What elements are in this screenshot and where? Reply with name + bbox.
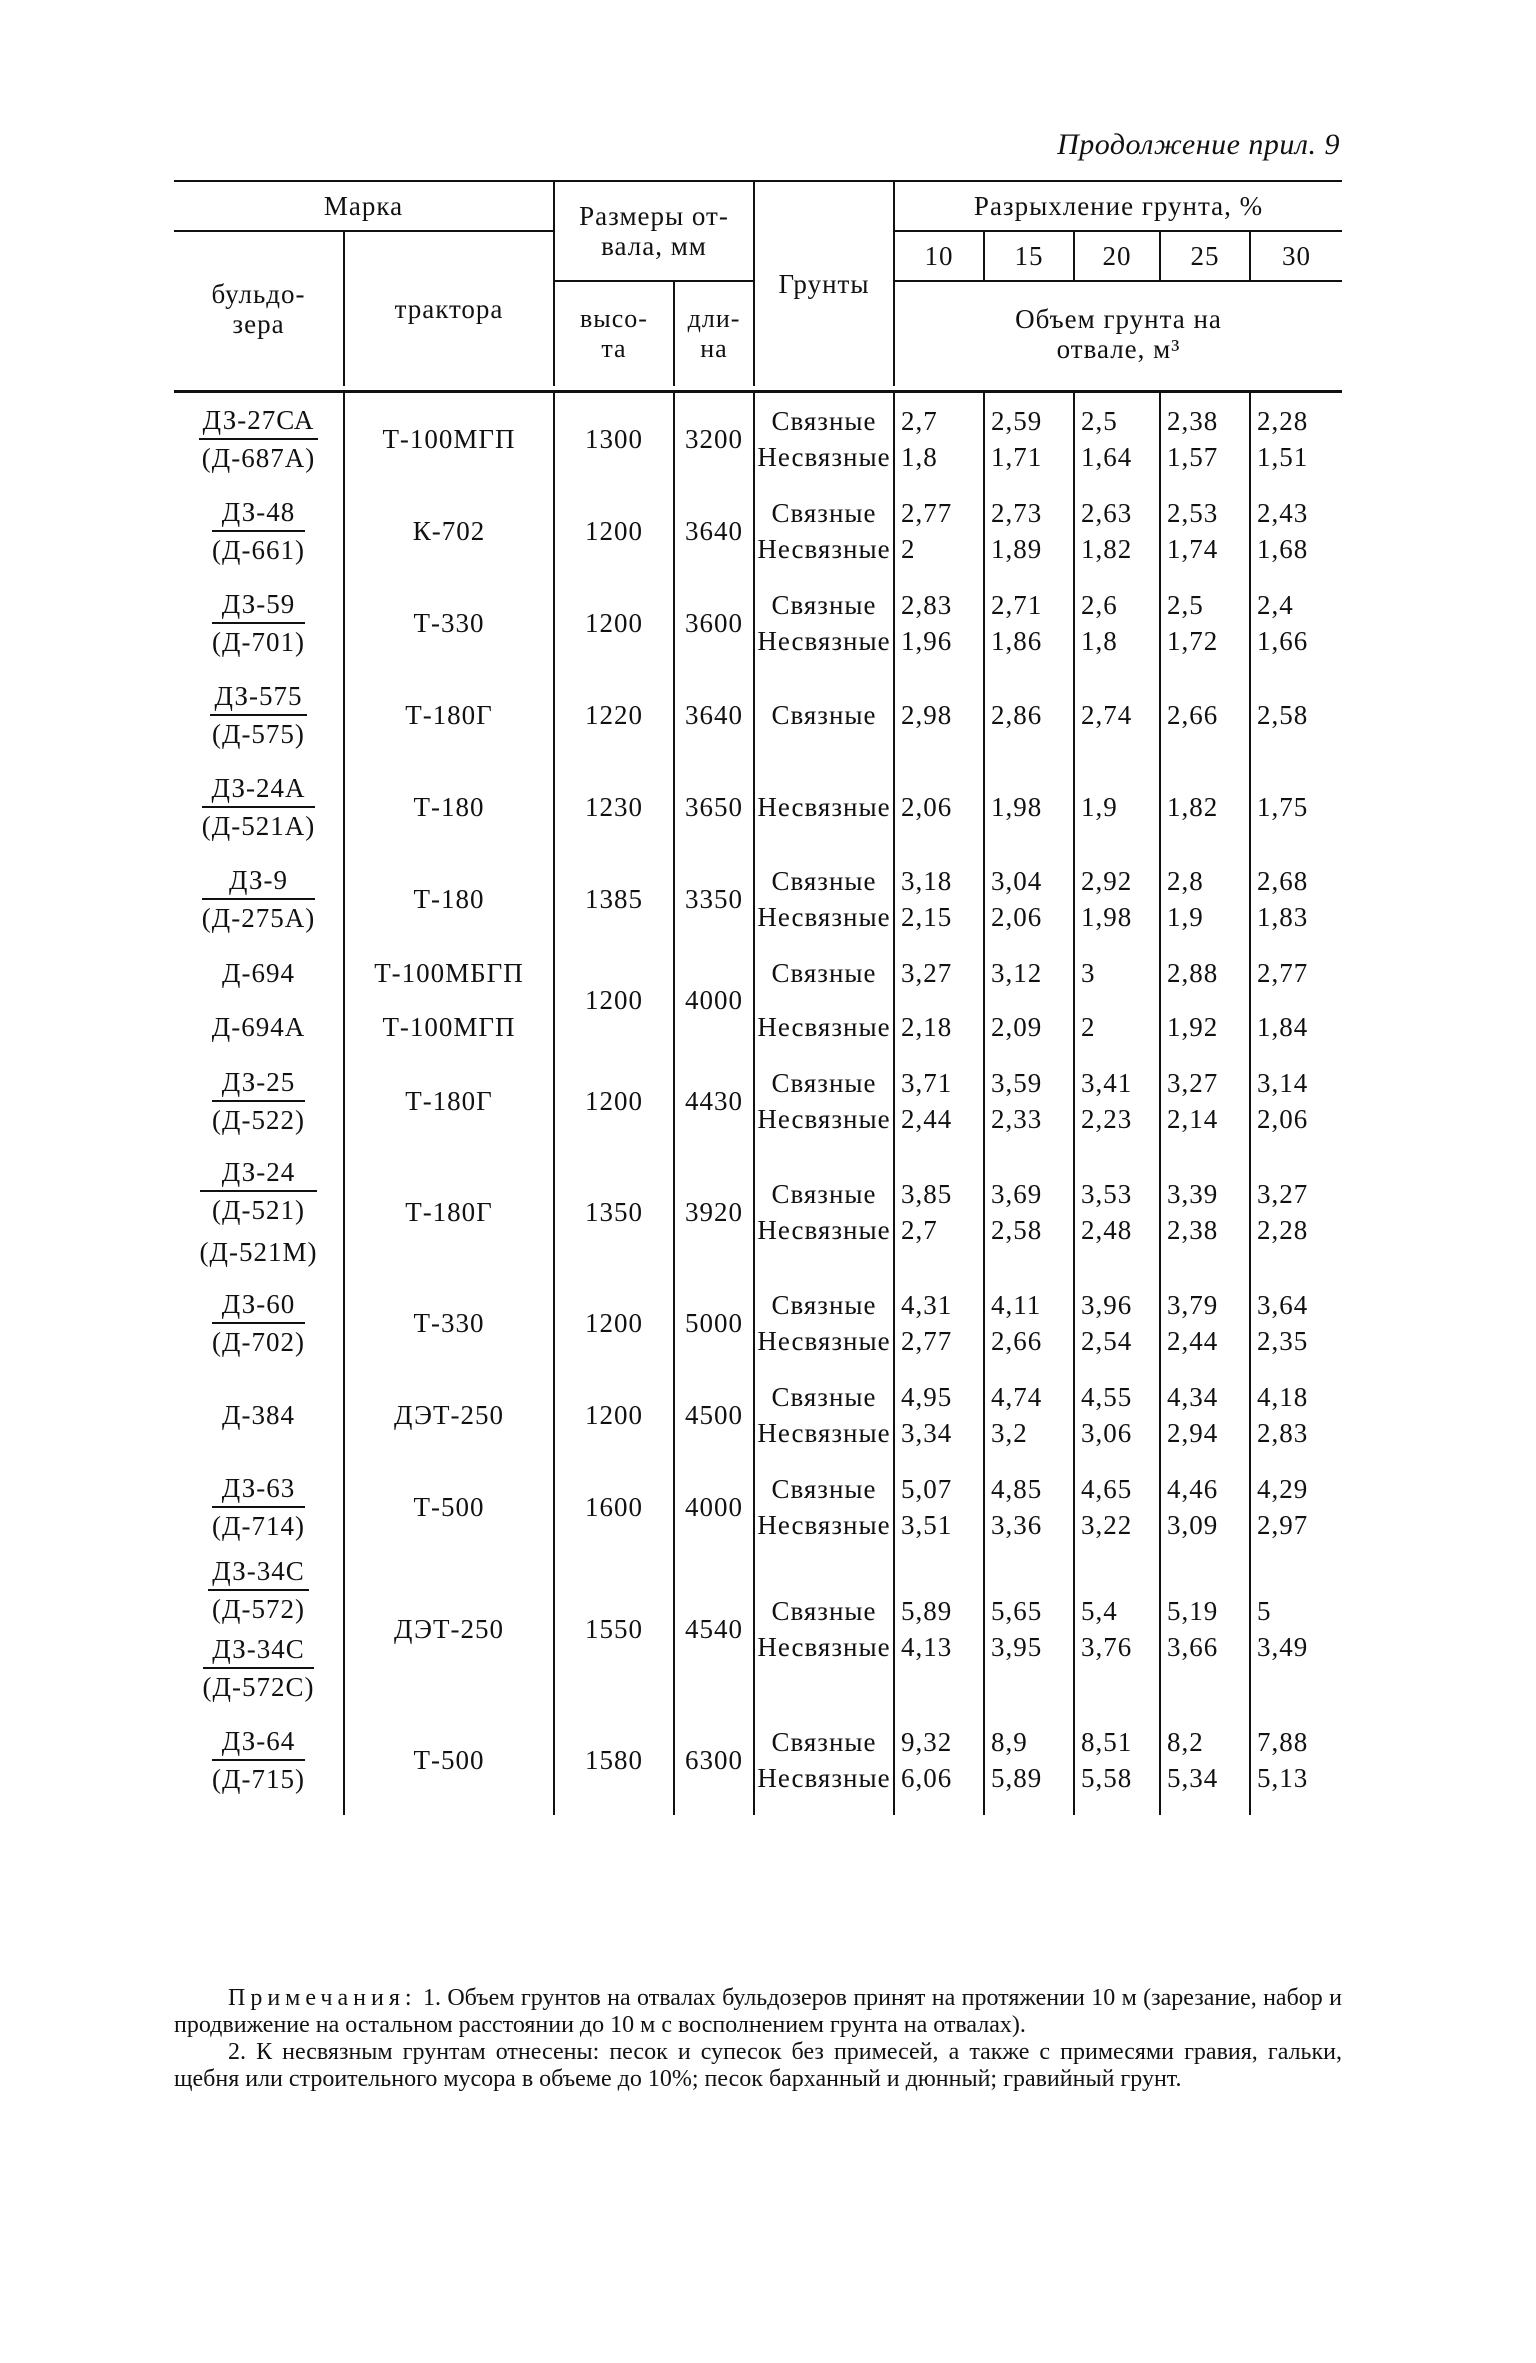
bulldozer-model: ДЗ-34С (203, 1631, 315, 1669)
bulldozer-old-model: (Д-572) (212, 1594, 305, 1624)
bulldozer-old-model: (Д-522) (212, 1105, 305, 1135)
bulldozer-table (174, 180, 1342, 1815)
blade-height: 1200 (554, 1277, 674, 1369)
blade-length: 4540 (674, 1553, 754, 1705)
soil-noncohesive: Несвязные (757, 1104, 891, 1134)
blade-length: 3640 (674, 669, 754, 761)
value: 3,76 (1081, 1632, 1133, 1662)
blade-length: 3350 (674, 853, 754, 945)
tractor: Т-100МБГП (374, 958, 524, 988)
value: 1,71 (991, 442, 1043, 472)
value: 1,82 (1160, 761, 1250, 853)
value: 3,51 (901, 1510, 953, 1540)
bulldozer-old-model: (Д-275А) (201, 903, 316, 933)
value: 2,68 (1257, 866, 1309, 896)
value: 3,2 (991, 1418, 1028, 1448)
value: 3,12 (991, 958, 1043, 988)
bulldozer-old-model: (Д-687А) (201, 443, 316, 473)
value: 2,88 (1167, 958, 1219, 988)
value: 1,83 (1257, 902, 1309, 932)
value: 2,74 (1074, 669, 1160, 761)
table-row (174, 1461, 1342, 1553)
value: 2,18 (901, 1012, 953, 1042)
value: 2,92 (1081, 866, 1133, 896)
tractor: ДЭТ-250 (344, 1369, 554, 1461)
value: 3,41 (1081, 1068, 1133, 1098)
bulldozer-old-model: (Д-521А) (201, 811, 316, 841)
tractor: Т-180 (344, 761, 554, 853)
loosening-30: 30 (1250, 231, 1342, 281)
value: 2,44 (1167, 1326, 1219, 1356)
value: 3,06 (1081, 1418, 1133, 1448)
value: 1,66 (1257, 626, 1309, 656)
value: 5,34 (1167, 1763, 1219, 1793)
value: 5,89 (991, 1763, 1043, 1793)
value: 2,58 (991, 1215, 1043, 1245)
value: 4,46 (1167, 1474, 1219, 1504)
value: 5,89 (901, 1596, 953, 1626)
value: 1,8 (901, 442, 938, 472)
soil-type: Связные (754, 669, 894, 761)
value: 3,27 (1167, 1068, 1219, 1098)
value: 8,51 (1081, 1727, 1133, 1757)
value: 2,06 (1257, 1104, 1309, 1134)
value: 2,7 (901, 406, 938, 436)
tractor: Т-180Г (344, 1147, 554, 1277)
value: 3,85 (901, 1179, 953, 1209)
soil-cohesive: Связные (771, 498, 877, 528)
value: 2,86 (984, 669, 1074, 761)
value: 2,09 (991, 1012, 1043, 1042)
value: 5,65 (991, 1596, 1043, 1626)
soil-noncohesive: Несвязные (757, 902, 891, 932)
volume-header: Объем грунта на отвале, м³ (1015, 304, 1222, 364)
value: 8,9 (991, 1727, 1028, 1757)
table-row (174, 1705, 1342, 1815)
tractor: Т-330 (344, 1277, 554, 1369)
value: 2,28 (1257, 406, 1309, 436)
soil-noncohesive: Несвязные (757, 626, 891, 656)
bulldozer-model: ДЗ-63 (212, 1470, 305, 1508)
value: 2,77 (901, 498, 953, 528)
value: 4,13 (901, 1632, 953, 1662)
value: 4,95 (901, 1382, 953, 1412)
soil-noncohesive: Несвязные (757, 1510, 891, 1540)
value: 3,27 (1257, 1179, 1309, 1209)
value: 2,33 (991, 1104, 1043, 1134)
soil-cohesive: Связные (771, 1382, 877, 1412)
bulldozer-model: ДЗ-64 (212, 1723, 305, 1761)
bulldozer-old-model: (Д-575) (212, 719, 305, 749)
value: 2,66 (991, 1326, 1043, 1356)
soil-noncohesive: Несвязные (757, 1418, 891, 1448)
value: 3,95 (991, 1632, 1043, 1662)
value: 4,18 (1257, 1382, 1309, 1412)
blade-height: 1300 (554, 392, 674, 486)
height-header: высо- та (554, 281, 674, 386)
bulldozer-old-model: (Д-714) (212, 1511, 305, 1541)
value: 2,5 (1081, 406, 1118, 436)
tractor: Т-500 (344, 1461, 554, 1553)
tractor-header: трактора (344, 231, 554, 386)
table-row (174, 853, 1342, 945)
value: 3,22 (1081, 1510, 1133, 1540)
length-header: дли- на (674, 281, 754, 386)
tractor: Т-330 (344, 577, 554, 669)
notes-section (174, 1985, 1342, 2093)
table-row (174, 392, 1342, 486)
blade-length: 3650 (674, 761, 754, 853)
blade-length: 5000 (674, 1277, 754, 1369)
soil-noncohesive: Несвязные (757, 1012, 891, 1042)
table-row (174, 1369, 1342, 1461)
value: 4,31 (901, 1290, 953, 1320)
blade-length: 3920 (674, 1147, 754, 1277)
blade-length: 4000 (674, 945, 754, 1055)
value: 2,83 (1257, 1418, 1309, 1448)
bulldozer-model: ДЗ-24А (202, 770, 315, 808)
blade-height: 1385 (554, 853, 674, 945)
table-row (174, 485, 1342, 577)
value: 3,79 (1167, 1290, 1219, 1320)
value: 2,94 (1167, 1418, 1219, 1448)
value: 3,53 (1081, 1179, 1133, 1209)
bulldozer-alt-model: (Д-521М) (199, 1237, 318, 1267)
bulldozer-model: ДЗ-48 (212, 494, 305, 532)
bulldozer-model: Д-694А (211, 1012, 306, 1042)
value: 1,92 (1167, 1012, 1219, 1042)
loosening-header: Разрыхление грунта, % (894, 181, 1342, 231)
value: 3,18 (901, 866, 953, 896)
table-row (174, 945, 1342, 1055)
value: 2,97 (1257, 1510, 1309, 1540)
value: 1,84 (1257, 1012, 1309, 1042)
bulldozer-old-model: (Д-572С) (202, 1672, 315, 1702)
bulldozer-model: Д-694 (222, 958, 295, 988)
value: 4,34 (1167, 1382, 1219, 1412)
blade-height: 1350 (554, 1147, 674, 1277)
blade-length: 4000 (674, 1461, 754, 1553)
bulldozer-model: ДЗ-9 (202, 862, 315, 900)
soil-noncohesive: Несвязные (757, 442, 891, 472)
tractor: К-702 (344, 485, 554, 577)
value: 2,53 (1167, 498, 1219, 528)
soil-cohesive: Связные (771, 1727, 877, 1757)
table-row (174, 761, 1342, 853)
value: 2,44 (901, 1104, 953, 1134)
blade-length: 4500 (674, 1369, 754, 1461)
value: 6,06 (901, 1763, 953, 1793)
value: 2,28 (1257, 1215, 1309, 1245)
value: 3,04 (991, 866, 1043, 896)
value: 1,86 (991, 626, 1043, 656)
blade-length: 6300 (674, 1705, 754, 1815)
value: 1,89 (991, 534, 1043, 564)
blade-height: 1200 (554, 1369, 674, 1461)
loosening-15: 15 (984, 231, 1074, 281)
value: 1,82 (1081, 534, 1133, 564)
table-row (174, 1553, 1342, 1705)
tractor: Т-100МГП (344, 392, 554, 486)
bulldozer-model: ДЗ-24 (200, 1154, 318, 1192)
table-row (174, 1277, 1342, 1369)
page-header: Продолжение прил. 9 (1057, 128, 1340, 161)
tractor: ДЭТ-250 (344, 1553, 554, 1705)
soil-cohesive: Связные (771, 590, 877, 620)
soil-cohesive: Связные (771, 958, 877, 988)
value: 3,49 (1257, 1632, 1309, 1662)
value: 2,8 (1167, 866, 1204, 896)
value: 4,11 (991, 1290, 1042, 1320)
value: 3,69 (991, 1179, 1043, 1209)
blade-height: 1550 (554, 1553, 674, 1705)
blade-height: 1580 (554, 1705, 674, 1815)
value: 2,23 (1081, 1104, 1133, 1134)
value: 2,43 (1257, 498, 1309, 528)
bulldozer-old-model: (Д-702) (212, 1327, 305, 1357)
value: 4,65 (1081, 1474, 1133, 1504)
value: 3,27 (901, 958, 953, 988)
value: 2,38 (1167, 1215, 1219, 1245)
blade-size-header: Размеры от- вала, мм (554, 181, 754, 281)
value: 2,63 (1081, 498, 1133, 528)
value: 2,15 (901, 902, 953, 932)
value: 2,48 (1081, 1215, 1133, 1245)
value: 2,54 (1081, 1326, 1133, 1356)
value: 2,77 (901, 1326, 953, 1356)
bulldozer-old-model: (Д-661) (212, 535, 305, 565)
soil-cohesive: Связные (771, 406, 877, 436)
value: 3,36 (991, 1510, 1043, 1540)
value: 3,71 (901, 1068, 953, 1098)
bulldozer-model: ДЗ-575 (210, 678, 306, 716)
blade-height: 1200 (554, 945, 674, 1055)
table-body (174, 392, 1342, 1816)
value: 8,2 (1167, 1727, 1204, 1757)
value: 3,96 (1081, 1290, 1133, 1320)
note-1: 1. Объем грунтов на отвалах бульдозеров принят на протяжении 10 м (зарезание, набор и продвижение на остальном расстоянии до 10 м с восполнением грунта на отвалах). (174, 1985, 1343, 2038)
soil-cohesive: Связные (771, 1596, 877, 1626)
blade-length: 3200 (674, 392, 754, 486)
soil-cohesive: Связные (771, 1068, 877, 1098)
value: 2,58 (1257, 699, 1309, 730)
value: 2,35 (1257, 1326, 1309, 1356)
value: 5,07 (901, 1474, 953, 1504)
blade-length: 3600 (674, 577, 754, 669)
brand-group-header: Марка (174, 181, 554, 231)
tractor: Т-180 (344, 853, 554, 945)
value: 1,9 (1167, 902, 1204, 932)
bulldozer-model: ДЗ-60 (212, 1286, 305, 1324)
blade-length: 4430 (674, 1055, 754, 1147)
bulldozer-model: ДЗ-25 (212, 1064, 305, 1102)
bulldozer-model: ДЗ-27СА (199, 402, 319, 440)
table-row (174, 669, 1342, 761)
value: 3,39 (1167, 1179, 1219, 1209)
value: 3,66 (1167, 1632, 1219, 1662)
tractor: Т-100МГП (382, 1012, 516, 1042)
bulldozer-model: Д-384 (174, 1369, 344, 1461)
value: 3,14 (1257, 1068, 1309, 1098)
value: 2,06 (894, 761, 984, 853)
tractor: Т-180Г (344, 1055, 554, 1147)
value: 2,06 (991, 902, 1043, 932)
value: 1,98 (1081, 902, 1133, 932)
value: 7,88 (1257, 1727, 1309, 1757)
value: 2 (1081, 1012, 1096, 1042)
value: 1,74 (1167, 534, 1219, 564)
soil-type: Несвязные (754, 761, 894, 853)
tractor: Т-500 (344, 1705, 554, 1815)
value: 5,58 (1081, 1763, 1133, 1793)
blade-height: 1600 (554, 1461, 674, 1553)
value: 1,8 (1081, 626, 1118, 656)
bulldozer-model: ДЗ-34С (208, 1553, 309, 1591)
value: 2,73 (991, 498, 1043, 528)
soil-noncohesive: Несвязные (757, 1763, 891, 1793)
loosening-25: 25 (1160, 231, 1250, 281)
value: 3,34 (901, 1418, 953, 1448)
blade-height: 1200 (554, 1055, 674, 1147)
blade-height: 1230 (554, 761, 674, 853)
value: 2,38 (1167, 406, 1219, 436)
blade-height: 1220 (554, 669, 674, 761)
value: 5,19 (1167, 1596, 1219, 1626)
value: 2,4 (1257, 590, 1294, 620)
value: 2,71 (991, 590, 1043, 620)
soil-cohesive: Связные (771, 1290, 877, 1320)
soil-cohesive: Связные (771, 866, 877, 896)
value: 5 (1257, 1596, 1272, 1626)
blade-length: 3640 (674, 485, 754, 577)
soil-noncohesive: Несвязные (757, 534, 891, 564)
value: 2,66 (1160, 669, 1250, 761)
table-row (174, 1055, 1342, 1147)
value: 2,98 (894, 669, 984, 761)
value: 4,85 (991, 1474, 1043, 1504)
value: 1,9 (1074, 761, 1160, 853)
bulldozer-model: ДЗ-59 (212, 586, 305, 624)
loosening-10: 10 (894, 231, 984, 281)
value: 3,09 (1167, 1510, 1219, 1540)
soil-noncohesive: Несвязные (757, 1632, 891, 1662)
value: 1,57 (1167, 442, 1219, 472)
soil-noncohesive: Несвязные (757, 1215, 891, 1245)
value: 2 (901, 534, 916, 564)
bulldozer-old-model: (Д-701) (212, 627, 305, 657)
value: 3,64 (1257, 1290, 1309, 1320)
bulldozer-old-model: (Д-521) (212, 1195, 305, 1225)
value: 1,98 (984, 761, 1074, 853)
value: 1,72 (1167, 626, 1219, 656)
table-row (174, 1147, 1342, 1277)
tractor: Т-180Г (344, 669, 554, 761)
value: 1,64 (1081, 442, 1133, 472)
bulldozer-old-model: (Д-715) (212, 1764, 305, 1794)
value: 3,59 (991, 1068, 1043, 1098)
value: 1,96 (901, 626, 953, 656)
value: 2,7 (901, 1215, 938, 1245)
value: 2,5 (1167, 590, 1204, 620)
value: 2,14 (1167, 1104, 1219, 1134)
soil-noncohesive: Несвязные (757, 1326, 891, 1356)
value: 2,77 (1257, 958, 1309, 988)
value: 1,51 (1257, 442, 1309, 472)
value: 2,59 (991, 406, 1043, 436)
table-row (174, 577, 1342, 669)
loosening-20: 20 (1074, 231, 1160, 281)
value: 2,83 (901, 590, 953, 620)
blade-height: 1200 (554, 577, 674, 669)
value: 1,75 (1257, 791, 1309, 822)
soil-cohesive: Связные (771, 1474, 877, 1504)
value: 1,68 (1257, 534, 1309, 564)
bulldozer-header: бульдо- зера (174, 231, 344, 386)
value: 4,29 (1257, 1474, 1309, 1504)
note-2: 2. К несвязным грунтам отнесены: песок и супесок без примесей, а также с примесями гравия, гальки, щебня или строительного мусора в объеме до 10%; песок барханный и дюнный; гравийный грунт. (174, 2039, 1342, 2092)
value: 9,32 (901, 1727, 953, 1757)
soil-cohesive: Связные (771, 1179, 877, 1209)
value: 5,4 (1081, 1596, 1118, 1626)
blade-height: 1200 (554, 485, 674, 577)
soils-header: Грунты (754, 181, 894, 386)
value: 4,74 (991, 1382, 1043, 1412)
value: 2,6 (1081, 590, 1118, 620)
value: 3 (1081, 958, 1096, 988)
value: 4,55 (1081, 1382, 1133, 1412)
value: 5,13 (1257, 1763, 1309, 1793)
notes-label: Примечания: (228, 1985, 417, 2011)
